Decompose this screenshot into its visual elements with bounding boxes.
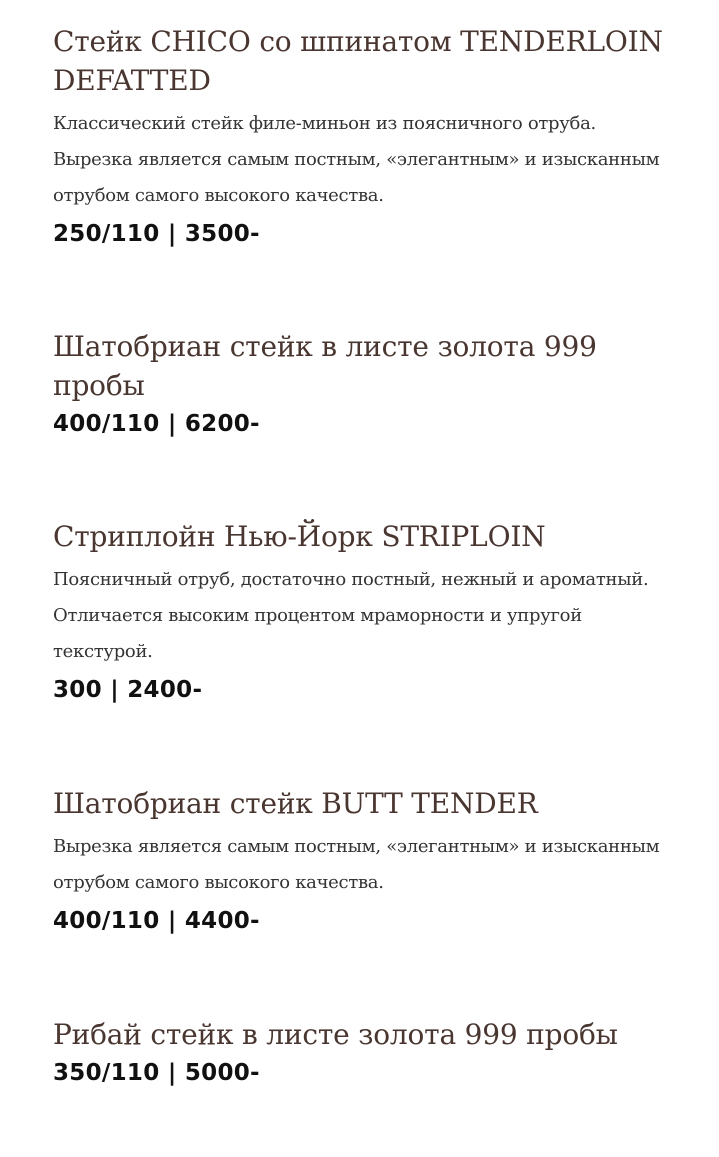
dish-price: 350/110 | 5000- [53, 1060, 260, 1086]
dish-title: Стриплойн Нью-Йорк STRIPLOIN [53, 520, 546, 553]
menu-item-ribeye-gold [53, 1015, 673, 1089]
dish-description: Поясничный отруб, достаточно постный, нежный и ароматный. Отличается высоким процентом мраморности и упругой текстурой. [53, 569, 649, 662]
menu-item-striploin-new-york [53, 517, 673, 706]
dish-description: Вырезка является самым постным, «элегантным» и изысканным отрубом самого высокого качества. [53, 836, 660, 893]
dish-description: Классический стейк филе-миньон из поясничного отруба. Вырезка является самым постным, «элегантным» и изысканным отрубом самого высокого качества. [53, 113, 660, 206]
dish-price: 400/110 | 4400- [53, 908, 260, 934]
steak-menu [53, 22, 673, 1089]
dish-title: Шатобриан стейк в листе золота 999 пробы [53, 330, 597, 402]
menu-item-chateaubriand-butt-tender [53, 784, 673, 937]
dish-price: 400/110 | 6200- [53, 411, 260, 437]
dish-price: 250/110 | 3500- [53, 221, 260, 247]
dish-title: Стейк CHICO со шпинатом TENDERLOIN DEFATTED [53, 25, 663, 97]
menu-item-chateaubriand-gold [53, 327, 673, 440]
dish-title: Рибай стейк в листе золота 999 пробы [53, 1018, 618, 1051]
dish-price: 300 | 2400- [53, 677, 203, 703]
dish-title: Шатобриан стейк BUTT TENDER [53, 787, 538, 820]
menu-item-chico-tenderloin [53, 22, 673, 250]
